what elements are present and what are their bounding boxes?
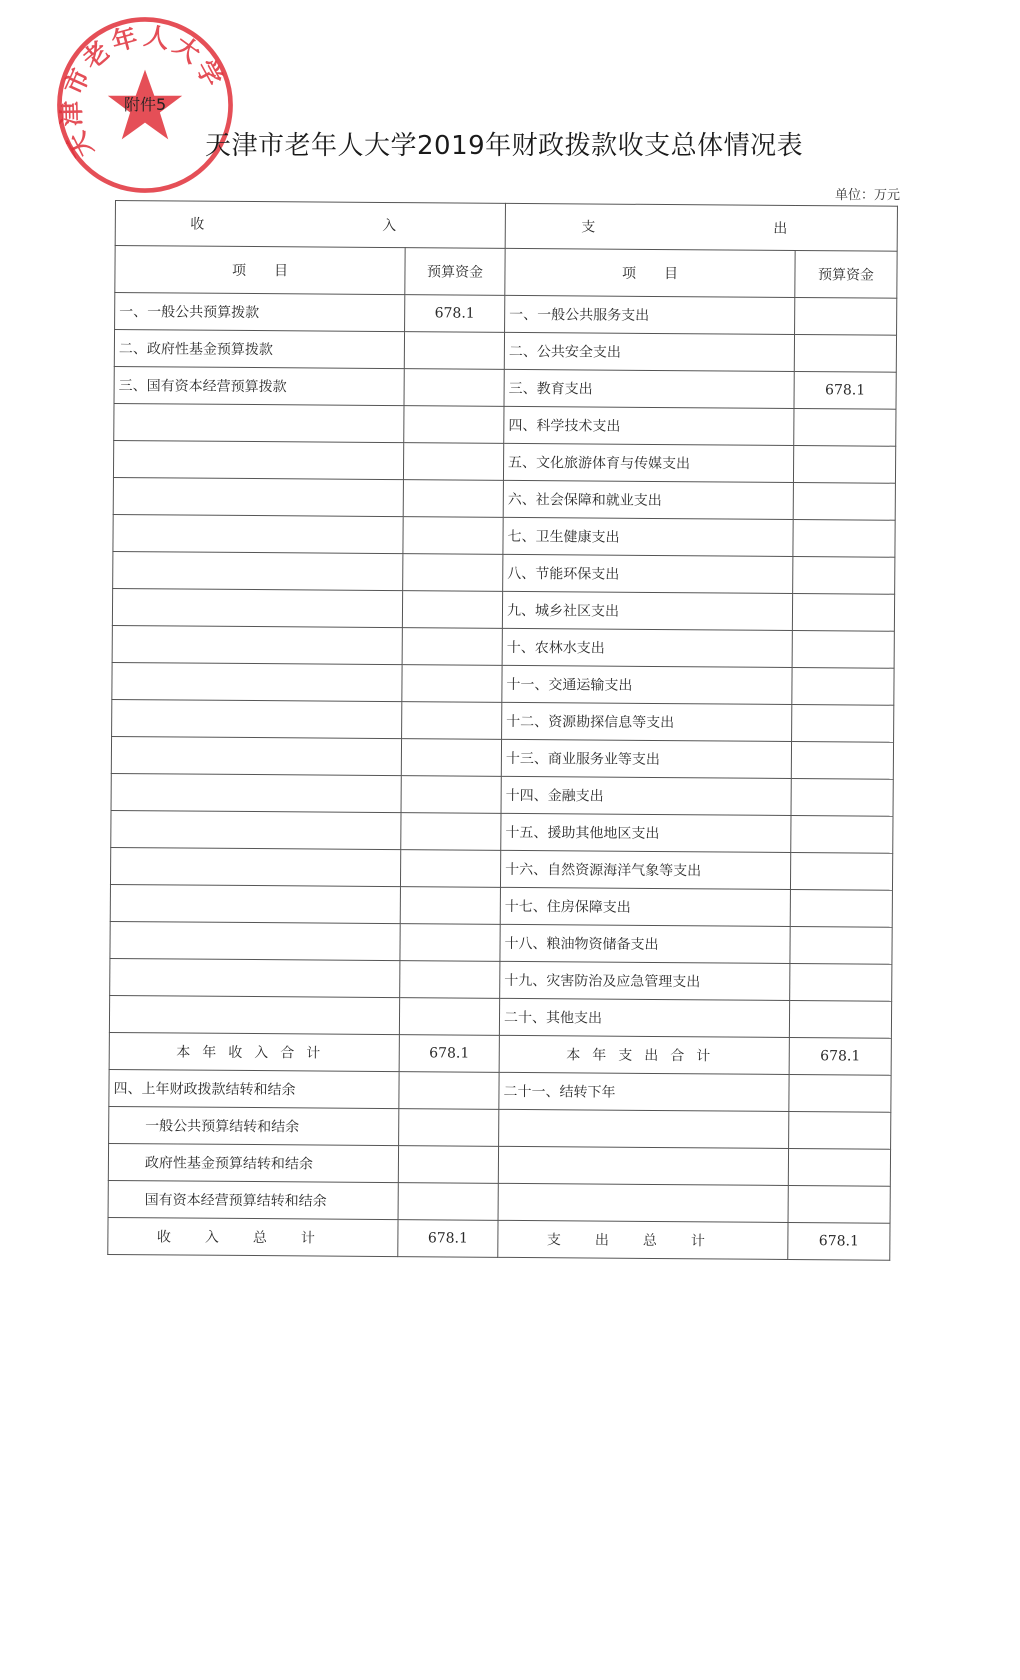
- expense-item-header: 项 目: [505, 248, 795, 297]
- income-amount: [404, 406, 504, 444]
- carryover-expense-item: 二十一、结转下年: [499, 1072, 789, 1111]
- income-amount: [399, 998, 499, 1036]
- expense-amount: [792, 667, 894, 705]
- expense-total-label: 支出总计: [498, 1220, 788, 1259]
- income-item: 一、一般公共预算拨款: [115, 293, 405, 332]
- expense-amount: [792, 630, 894, 668]
- expense-amount: [792, 704, 894, 742]
- table-row: [113, 440, 895, 483]
- expense-item: 十九、灾害防治及应急管理支出: [500, 961, 790, 1000]
- table-row: [111, 773, 893, 816]
- expense-amount: [793, 482, 895, 520]
- expense-amount: [794, 408, 896, 446]
- income-amount: [403, 443, 503, 481]
- expense-item: 十三、商业服务业等支出: [501, 739, 791, 778]
- expense-amount: 678.1: [794, 371, 896, 409]
- income-amount: [400, 924, 500, 962]
- income-item: [110, 958, 400, 997]
- income-amount: [404, 332, 504, 370]
- carryover-amount: [398, 1183, 498, 1221]
- income-header: 收 入: [115, 201, 505, 249]
- attachment-label: 附件5: [124, 95, 167, 114]
- carryover-amount: [399, 1072, 499, 1110]
- income-item: [113, 477, 403, 516]
- table-row: [112, 588, 894, 631]
- income-item: [110, 884, 400, 923]
- expense-subtotal-label: 本年支出合计: [499, 1035, 789, 1074]
- expense-item: 一、一般公共服务支出: [505, 295, 795, 334]
- income-item: [112, 625, 402, 664]
- income-item: 二、政府性基金预算拨款: [114, 330, 404, 369]
- income-amount: [402, 591, 502, 629]
- expense-item: 九、城乡社区支出: [502, 591, 792, 630]
- income-amount: [400, 850, 500, 888]
- expense-amount: [794, 334, 896, 372]
- expense-amount: [791, 815, 893, 853]
- expense-item: 十六、自然资源海洋气象等支出: [500, 850, 790, 889]
- table-row: [113, 514, 895, 557]
- income-item: [113, 440, 403, 479]
- income-amount: [403, 554, 503, 592]
- subtotal-row: [109, 1032, 891, 1075]
- table-row: [111, 736, 893, 779]
- income-item: [109, 995, 399, 1034]
- svg-text:天津市老年人大学: 天津市老年人大学: [56, 21, 230, 163]
- income-item: [112, 662, 402, 701]
- table-row: [113, 551, 895, 594]
- expense-item: 十八、粮油物资储备支出: [500, 924, 790, 963]
- income-subtotal-amount: 678.1: [399, 1035, 499, 1073]
- expense-item: 八、节能环保支出: [503, 554, 793, 593]
- table-row: [114, 330, 896, 373]
- carryover-expense-amount: [789, 1074, 891, 1112]
- expense-amount: [790, 963, 892, 1001]
- income-amount: [403, 517, 503, 555]
- expense-item: 十七、住房保障支出: [500, 887, 790, 926]
- income-amount: [401, 813, 501, 851]
- income-amount: [403, 480, 503, 518]
- expense-item: 七、卫生健康支出: [503, 517, 793, 556]
- budget-table: [107, 200, 898, 1261]
- carryover-expense-item: [498, 1183, 788, 1222]
- income-amount: [402, 702, 502, 740]
- income-item: [112, 588, 402, 627]
- carryover-item: 国有资本经营预算结转和结余: [108, 1180, 398, 1219]
- carryover-row: [109, 1106, 891, 1149]
- expense-amount: [790, 852, 892, 890]
- income-amount: [401, 739, 501, 777]
- page-title: 天津市老年人大学2019年财政拨款收支总体情况表: [205, 131, 804, 161]
- expense-item: 四、科学技术支出: [504, 406, 794, 445]
- carryover-item: 四、上年财政拨款结转和结余: [109, 1069, 399, 1108]
- expense-item: 六、社会保障和就业支出: [503, 480, 793, 519]
- expense-amount: [793, 556, 895, 594]
- carryover-expense-amount: [789, 1111, 891, 1149]
- expense-amount: [790, 926, 892, 964]
- carryover-row: [108, 1180, 890, 1223]
- grand-total-row: [108, 1217, 890, 1260]
- income-amount: [402, 628, 502, 666]
- income-amount: [401, 776, 501, 814]
- income-item: [110, 921, 400, 960]
- carryover-amount: [399, 1109, 499, 1147]
- table-row: [113, 477, 895, 520]
- income-budget-header: 预算资金: [405, 248, 505, 296]
- income-item: [111, 736, 401, 775]
- expense-item: 二、公共安全支出: [504, 332, 794, 371]
- table-row: [110, 921, 892, 964]
- income-subtotal-label: 本年收入合计: [109, 1032, 399, 1071]
- table-row: [115, 293, 897, 336]
- expense-item: 十一、交通运输支出: [502, 665, 792, 704]
- table-subheader-row: [115, 246, 897, 299]
- expense-item: 十、农林水支出: [502, 628, 792, 667]
- table-row: [111, 810, 893, 853]
- carryover-amount: [398, 1146, 498, 1184]
- table-row: [109, 995, 891, 1038]
- expense-item: 十四、金融支出: [501, 776, 791, 815]
- income-amount: 678.1: [405, 295, 505, 333]
- carryover-row: [108, 1143, 890, 1186]
- income-total-label: 收入总计: [108, 1217, 398, 1256]
- table-row: [114, 403, 896, 446]
- expense-header: 支 出: [505, 203, 897, 251]
- income-item: [111, 810, 401, 849]
- expense-item: 二十、其他支出: [499, 998, 789, 1037]
- income-item: 三、国有资本经营预算拨款: [114, 366, 404, 405]
- expense-budget-header: 预算资金: [795, 250, 897, 298]
- table-row: [112, 625, 894, 668]
- carryover-expense-item: [498, 1146, 788, 1185]
- expense-amount: [793, 519, 895, 557]
- income-item: [110, 847, 400, 886]
- income-item: [113, 514, 403, 553]
- table-row: [112, 662, 894, 705]
- table-header-row: [115, 201, 897, 252]
- income-item: [113, 551, 403, 590]
- expense-total-amount: 678.1: [788, 1222, 890, 1260]
- expense-amount: [790, 889, 892, 927]
- income-item: [111, 773, 401, 812]
- expense-item: 三、教育支出: [504, 369, 794, 408]
- table-row: [110, 847, 892, 890]
- expense-amount: [791, 741, 893, 779]
- expense-amount: [793, 445, 895, 483]
- expense-item: 五、文化旅游体育与传媒支出: [503, 443, 793, 482]
- carryover-expense-item: [499, 1109, 789, 1148]
- expense-item: 十五、援助其他地区支出: [501, 813, 791, 852]
- income-item-header: 项 目: [115, 246, 405, 295]
- table-row: [112, 699, 894, 742]
- carryover-expense-amount: [788, 1148, 890, 1186]
- income-amount: [400, 961, 500, 999]
- table-row: [110, 958, 892, 1001]
- income-total-amount: 678.1: [398, 1220, 498, 1258]
- table-row: [110, 884, 892, 927]
- income-item: [114, 403, 404, 442]
- carryover-item: 政府性基金预算结转和结余: [108, 1143, 398, 1182]
- expense-amount: [791, 778, 893, 816]
- carryover-item: 一般公共预算结转和结余: [109, 1106, 399, 1145]
- expense-amount: [792, 593, 894, 631]
- carryover-expense-amount: [788, 1185, 890, 1223]
- expense-subtotal-amount: 678.1: [789, 1037, 891, 1075]
- carryover-row: [109, 1069, 891, 1112]
- expense-amount: [789, 1000, 891, 1038]
- table-row: [114, 366, 896, 409]
- expense-item: 十二、资源勘探信息等支出: [502, 702, 792, 741]
- income-amount: [402, 665, 502, 703]
- income-amount: [400, 887, 500, 925]
- expense-amount: [795, 297, 897, 335]
- income-amount: [404, 369, 504, 407]
- income-item: [112, 699, 402, 738]
- unit-label: 单位：万元: [834, 188, 900, 203]
